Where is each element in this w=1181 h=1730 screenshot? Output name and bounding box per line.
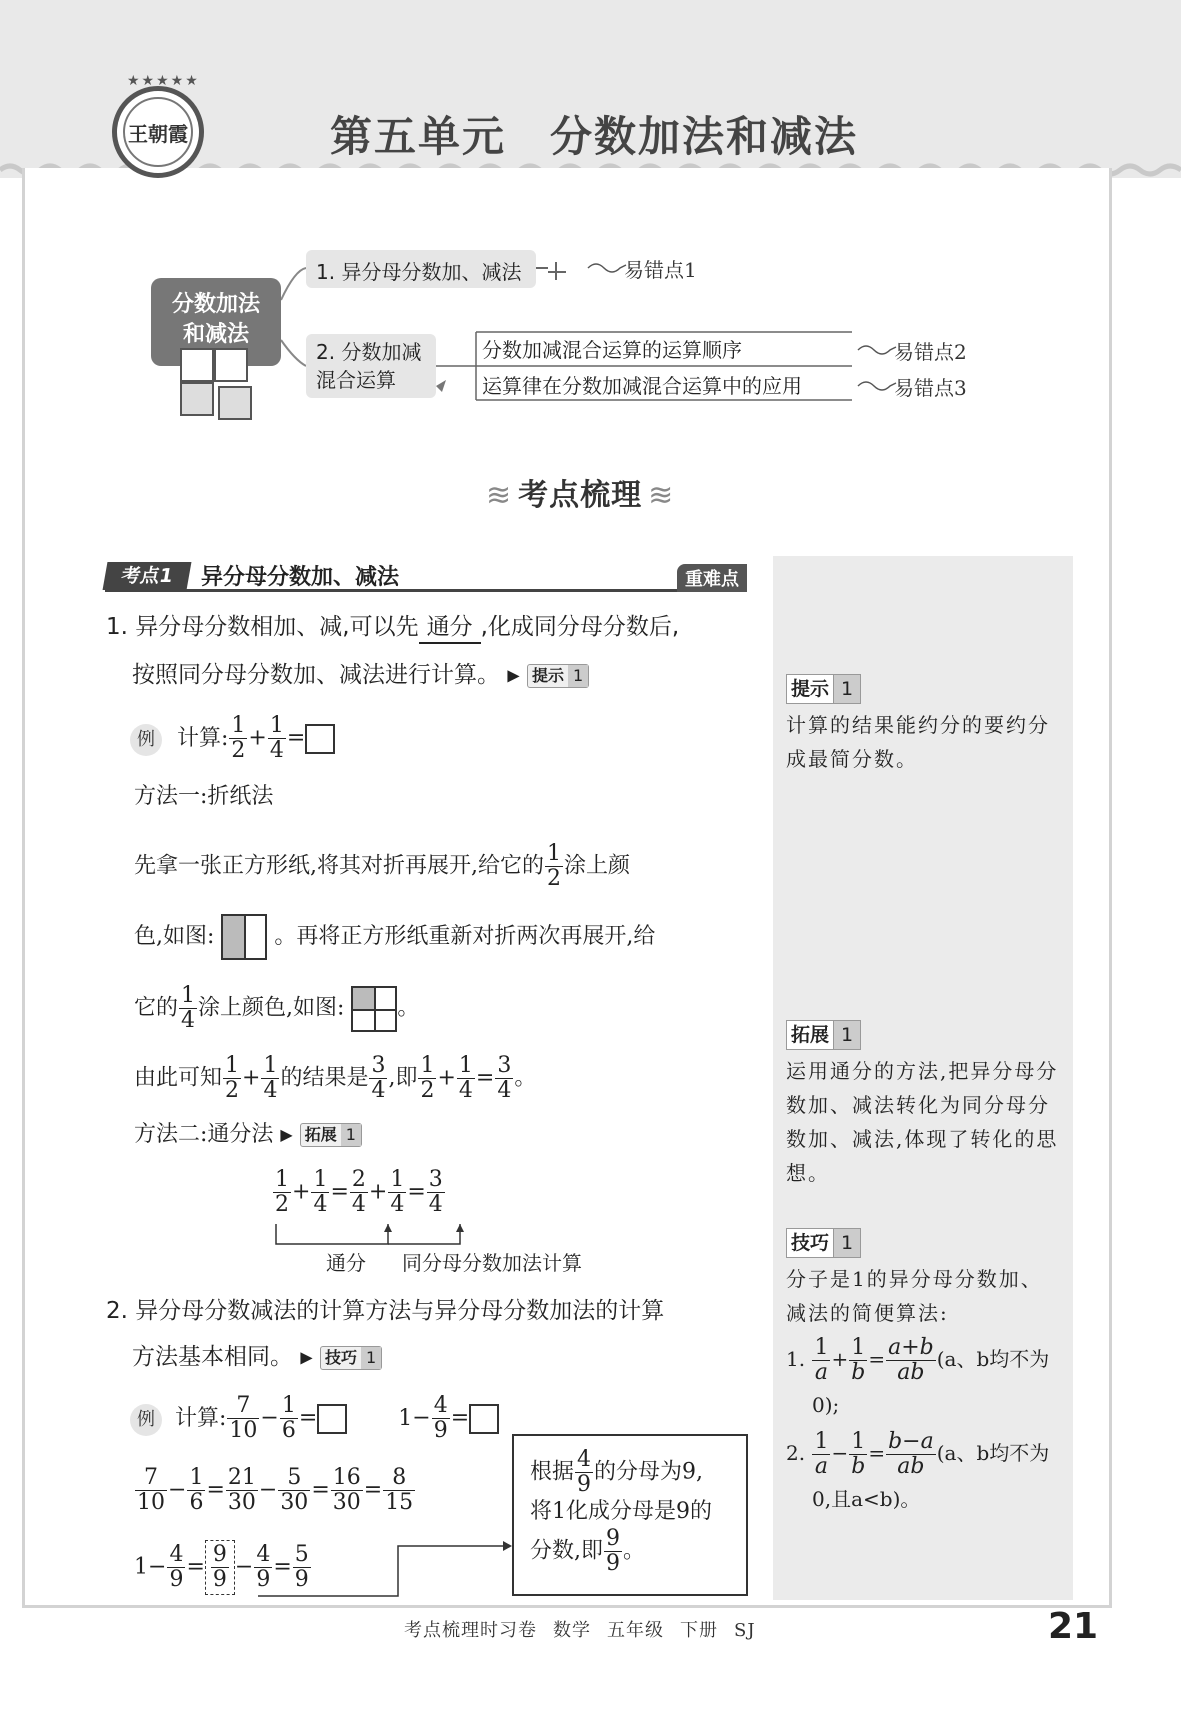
tip-badge [786,674,861,704]
error-point-2: 易错点2 [894,340,967,364]
method1-conclusion: 由此可知 $\frac{1}{2}$ + $\frac{1}{4}$ 的结果是 $\frac{3}{4}$ ,即 $\frac{1}{2}$ + $\frac{1}{4}$ = $\frac{3}{4}$ 。 [134,1053,537,1103]
method2-equation: $\frac{1}{2}$ + $\frac{1}{4}$ = $\frac{2}{4}$ + $\frac{1}{4}$ = $\frac{3}{4}$ [275,1167,443,1217]
tip-text: 计算的结果能约分的要约分成最简分数。 [786,713,1050,771]
example2-solution1: $\frac{7}{10}$ − $\frac{1}{6}$ = $\frac{21}{30}$ − $\frac{5}{30}$ = $\frac{16}{30}$ = $\frac{8}{15}$ [137,1465,414,1515]
section-title [480,470,680,514]
example2-solution2: 1− $\frac{4}{9}$ = $\frac{9}{9}$ − $\frac{4}{9}$ = $\frac{5}{9}$ [134,1540,312,1595]
example-marker: 例 [130,1404,162,1436]
item2-line1: 2. 异分母分数减法的计算方法与异分母分数加法的计算 [106,1298,665,1324]
triangle-icon: ▶ [300,1347,313,1367]
method1-line2: 色,如图: 。再将正方形纸重新对折两次再展开,给 [134,914,655,960]
method2-title: 方法二:通分法 ▶ 拓展 1 [134,1120,362,1150]
answer-box [305,724,335,754]
mindmap-leaf-2: 运算律在分数加减混合运算中的应用 [482,374,802,398]
skill-num: 1 [834,1228,861,1258]
method1-title: 方法一:折纸法 [134,784,274,809]
dashed-box: $\frac{9}{9}$ [205,1540,235,1595]
skill-badge-inline: 技巧 1 [320,1346,382,1370]
callout-box: 根据 $\frac{4}{9}$ 的分母为9, 将1化成分母是9的 分数,即 $\frac{9}{9}$ 。 [512,1434,748,1596]
wave-icon: ≋ [648,478,675,513]
footer: 考点梳理时习卷 数学 五年级 下册 SJ [404,1620,756,1641]
skill-rule-2: 2. $\frac{1}{a}$ − $\frac{1}{b}$ = $\frac{b-a}{ab}$ (a、b均不为 [786,1429,1050,1479]
ext-label: 拓展 [786,1020,834,1050]
example2-calc: 例 计算: $\frac{7}{10}$ − $\frac{1}{6}$ = 1− $\frac{4}{9}$ = [130,1394,499,1443]
callout-connector [240,1540,520,1600]
kaodian-tag: 考点1 [103,562,192,590]
mindmap-leaf-1: 分数加减混合运算的运算顺序 [482,338,742,362]
example-marker: 例 [130,724,162,756]
label-same-denominator: 同分母分数加法计算 [402,1251,582,1275]
item1-line1: 1. 异分母分数相加、减,可以先 通分 ,化成同分母分数后, [106,612,679,644]
ext-num: 1 [834,1020,861,1050]
hint-badge: 提示 1 [527,664,589,688]
tip-num: 1 [834,674,861,704]
answer-blank: 通分 [419,612,481,644]
mindmap-node-1: 1. 异分母分数加、减法 [306,250,536,288]
kaodian-bar [105,562,747,592]
mindmap-node-2-line2: 混合运算 [316,368,396,392]
tip-label: 提示 [786,674,834,704]
unit-name: 分数加法和减法 [550,112,859,161]
skill-label: 技巧 [786,1228,834,1258]
mindmap-root-line1: 分数加法 [171,292,260,317]
star-icon: ★★★★★ [127,73,200,89]
kaodian-name: 异分母分数加、减法 [201,565,400,590]
unit-label: 第五单元 [330,112,507,161]
ext-badge [786,1020,861,1050]
method1-line1: 先拿一张正方形纸,将其对折再展开,给它的 $\frac{1}{2}$ 涂上颜 [134,841,631,891]
triangle-icon: ▶ [280,1125,293,1144]
label-tongfen: 通分 [326,1251,366,1275]
error-point-1: 易错点1 [624,258,697,282]
page-number: 21 [1048,1606,1099,1647]
skill-rule-2-note: 0,且a<b)。 [812,1487,921,1511]
ext-text: 运用通分的方法,把异分母分数加、减法转化为同分母分数加、减法,体现了转化的思想。 [786,1059,1059,1185]
mindmap-node-2-line1: 2. 分数加减 [316,340,422,364]
extension-badge: 拓展 1 [300,1123,362,1147]
triangle-icon: ▶ [507,665,520,685]
item2-line2: 方法基本相同。 ▶ 技巧 1 [132,1342,382,1373]
quarter-shaded-square [351,986,397,1032]
method1-line3: 它的 $\frac{1}{4}$ 涂上颜色,如图: 。 [134,983,420,1033]
skill-rule-1-note: 0); [812,1393,840,1417]
skill-badge [786,1228,861,1258]
half-shaded-square [221,914,267,960]
wave-icon: ≋ [486,478,513,513]
answer-box [469,1404,499,1434]
difficulty-badge: 重难点 [677,564,747,592]
skill-rule-1: 1. $\frac{1}{a}$ + $\frac{1}{b}$ = $\frac{a+b}{ab}$ (a、b均不为 [786,1335,1050,1385]
example1-calc: 例 计算: $\frac{1}{2}$ + $\frac{1}{4}$ = [130,714,335,763]
logo-text: 王朝霞 [123,97,193,167]
section-title-text: 考点梳理 [518,478,643,513]
mindmap-root-line2: 和减法 [182,322,249,347]
answer-box [317,1404,347,1434]
error-point-3: 易错点3 [894,376,967,400]
item1-line2: 按照同分母分数加、减法进行计算。 ▶ 提示 1 [132,660,589,691]
skill-intro: 分子是1的异分母分数加、减法的简便算法: [786,1267,1043,1325]
mindmap-node-2 [306,334,436,398]
